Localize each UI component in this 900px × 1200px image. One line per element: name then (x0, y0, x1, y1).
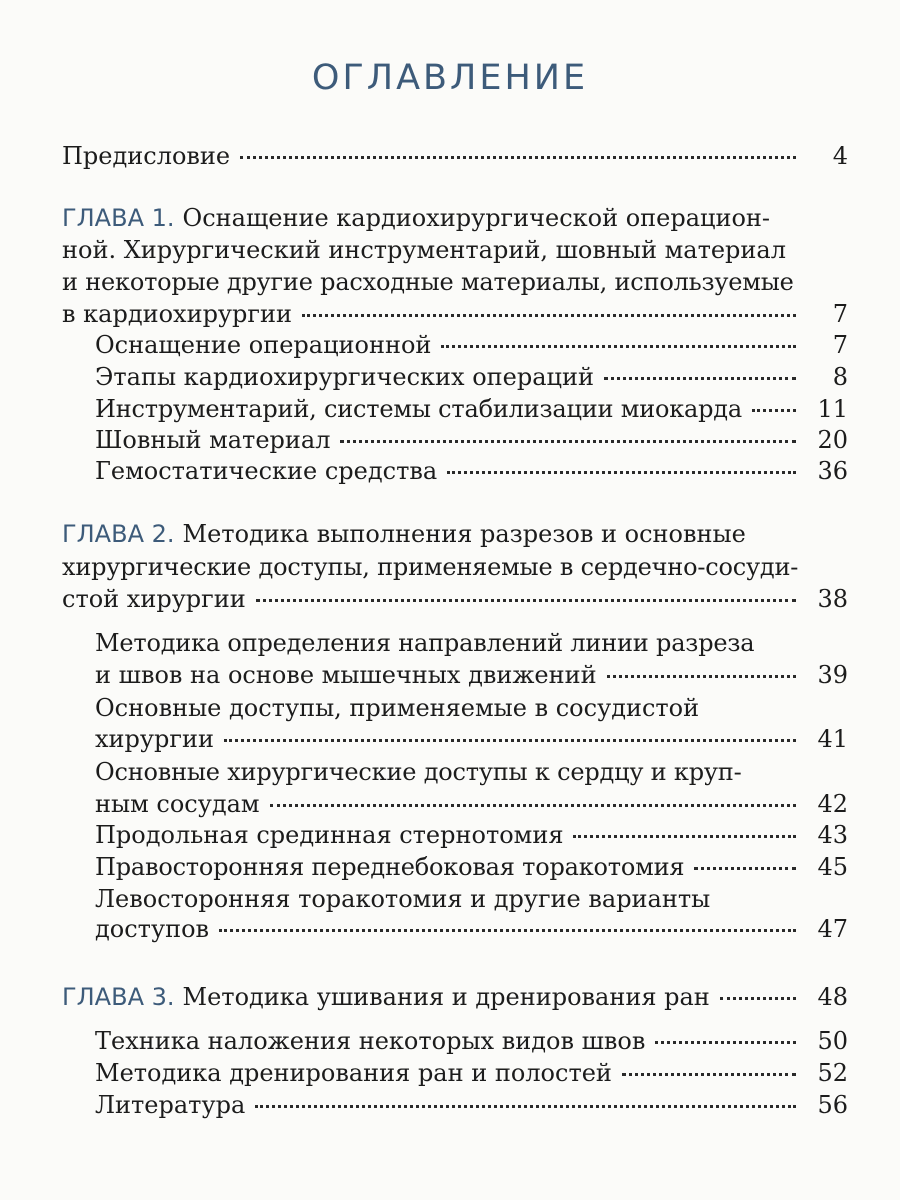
toc-entry-text: Продольная срединная стернотомия (95, 821, 564, 849)
toc-entry-line-2 (95, 722, 848, 756)
toc-page-number: 52 (817, 1059, 848, 1087)
leader-dots (573, 835, 796, 838)
leader-dots (622, 1073, 796, 1076)
toc-page-number: 42 (817, 790, 848, 818)
leader-dots (224, 739, 796, 742)
chapter-title-text: Методика ушивания и дренирования ран (182, 983, 710, 1011)
toc-page-number: 48 (817, 983, 848, 1011)
toc-entry-text: Методика определения направлений линии разреза (95, 629, 755, 657)
leader-dots (447, 471, 796, 474)
toc-entry-line-1 (95, 691, 848, 725)
leader-dots (256, 599, 796, 602)
chapter-1-heading-line-3 (62, 265, 848, 299)
chapter-title-text: стой хирургии (62, 585, 246, 613)
toc-entry-line-1 (95, 882, 848, 916)
chapter-title-text: в кардиохирургии (62, 300, 292, 328)
toc-entry-text: хирургии (95, 725, 214, 753)
toc-page-number: 20 (817, 426, 848, 454)
toc-page-number: 56 (817, 1091, 848, 1119)
toc-page-number: 39 (817, 661, 848, 689)
toc-page-number: 7 (832, 331, 848, 359)
toc-entry-text: Правосторонняя переднебоковая торакотомия (95, 853, 685, 881)
toc-entry (95, 392, 848, 426)
toc-entry (95, 1024, 848, 1058)
toc-page-number: 4 (832, 142, 848, 170)
chapter-title-text: хирургические доступы, применяемые в сердечно-сосуди- (62, 553, 799, 581)
chapter-1-heading-line-2 (62, 233, 848, 267)
toc-entry-preface (62, 139, 848, 173)
chapter-title-text: Оснащение кардиохирургической операцион- (182, 204, 771, 232)
chapter-2-heading-line-2 (62, 550, 848, 584)
chapter-3-heading (62, 980, 848, 1014)
toc-entry (95, 360, 848, 394)
chapter-2-heading-line-1 (62, 517, 848, 551)
toc-page-number: 36 (817, 457, 848, 485)
chapter-title-text: и некоторые другие расходные материалы, используемые (62, 268, 794, 296)
toc-entry (95, 818, 848, 852)
chapter-2-heading-line-3 (62, 582, 848, 616)
leader-dots (240, 156, 796, 159)
toc-entry-line-1 (95, 755, 848, 789)
toc-entry-line-2 (95, 912, 848, 946)
leader-dots (694, 867, 796, 870)
toc-entry-text: Техника наложения некоторых видов швов (95, 1027, 646, 1055)
leader-dots (255, 1105, 796, 1108)
toc-entry-text: ным сосудам (95, 790, 260, 818)
chapter-label: ГЛАВА 2. (62, 520, 175, 548)
leader-dots (302, 314, 796, 317)
toc-entry-text: Этапы кардиохирургических операций (95, 363, 594, 391)
leader-dots (270, 804, 796, 807)
toc-entry (95, 454, 848, 488)
toc-entry-text: Литература (95, 1091, 246, 1119)
toc-entry-text: Методика дренирования ран и полостей (95, 1059, 612, 1087)
toc-page-number: 8 (832, 363, 848, 391)
leader-dots (219, 929, 796, 932)
toc-page-number: 11 (817, 395, 848, 423)
toc-entry-text: Гемостатические средства (95, 457, 438, 485)
chapter-1-heading-line-1 (62, 201, 848, 235)
toc-entry-text: Основные доступы, применяемые в сосудистой (95, 694, 700, 722)
toc-entry-text: Предисловие (62, 142, 231, 170)
toc-entry (95, 850, 848, 884)
leader-dots (655, 1041, 796, 1044)
toc-entry-text: Оснащение операционной (95, 331, 432, 359)
toc-entry (95, 328, 848, 362)
chapter-title-text: ной. Хирургический инструментарий, шовный материал (62, 236, 786, 264)
leader-dots (441, 345, 796, 348)
toc-entry-text: и швов на основе мышечных движений (95, 661, 597, 689)
toc-entry-text: Шовный материал (95, 426, 331, 454)
toc-entry-text: доступов (95, 915, 210, 943)
toc-entry-text: Инструментарий, системы стабилизации миокарда (95, 395, 742, 423)
toc-entry (95, 1056, 848, 1090)
toc-entry-line-2 (95, 787, 848, 821)
toc-page-number: 38 (817, 585, 848, 613)
leader-dots (720, 997, 796, 1000)
toc-page-number: 45 (817, 853, 848, 881)
toc-page-number: 41 (817, 725, 848, 753)
toc-entry (95, 423, 848, 457)
toc-entry (95, 1088, 848, 1122)
toc-page-number: 50 (817, 1027, 848, 1055)
leader-dots (340, 440, 796, 443)
chapter-label: ГЛАВА 1. (62, 204, 175, 232)
chapter-1-heading-line-4 (62, 297, 848, 331)
toc-entry-line-1 (95, 626, 848, 660)
page-title: ОГЛАВЛЕНИЕ (311, 58, 589, 98)
leader-dots (752, 409, 796, 412)
toc-page-number: 7 (832, 300, 848, 328)
leader-dots (607, 675, 796, 678)
toc-page-number: 47 (817, 915, 848, 943)
leader-dots (604, 377, 796, 380)
toc-entry-text: Левосторонняя торакотомия и другие варианты (95, 885, 711, 913)
chapter-title-text: Методика выполнения разрезов и основные (182, 520, 746, 548)
toc-entry-line-2 (95, 658, 848, 692)
chapter-label: ГЛАВА 3. (62, 983, 175, 1011)
toc-page-number: 43 (817, 821, 848, 849)
toc-entry-text: Основные хирургические доступы к сердцу и круп- (95, 758, 742, 786)
